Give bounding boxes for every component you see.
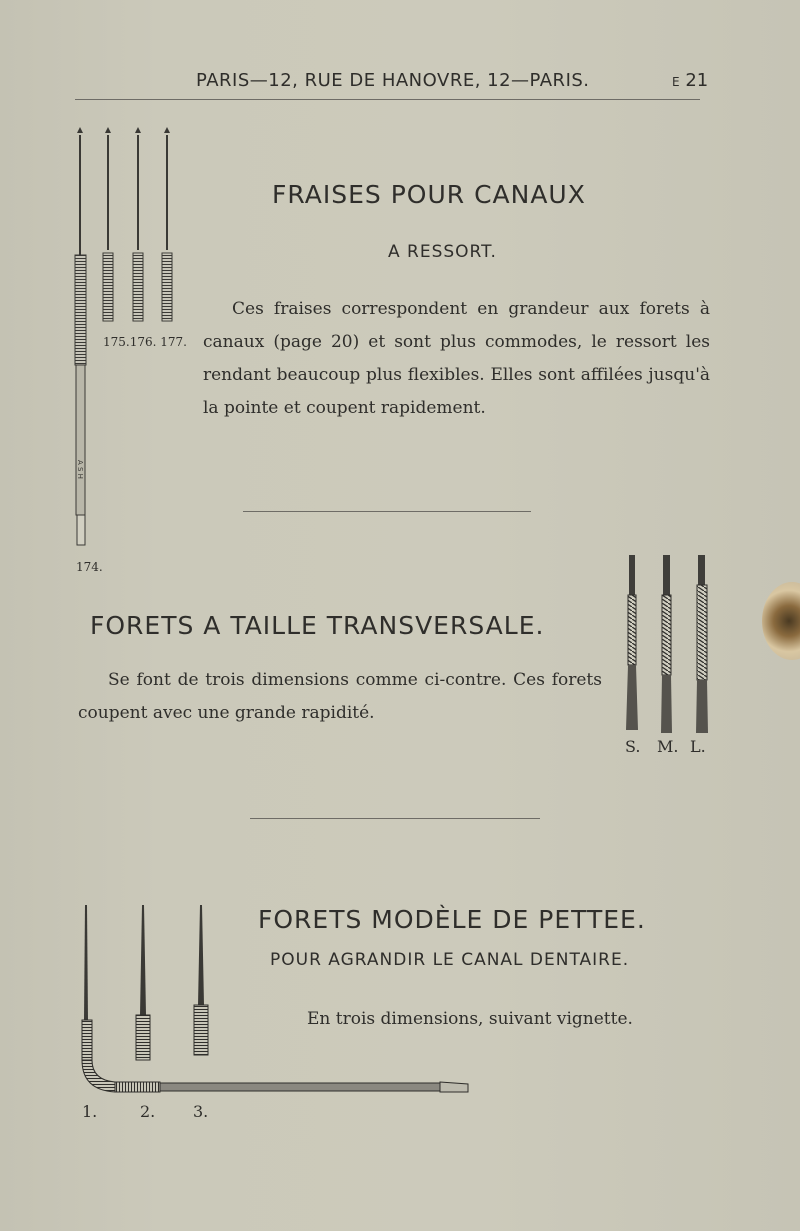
section-title-pettee: FORETS MODÈLE DE PETTEE. bbox=[258, 905, 646, 934]
paragraph-line-4: la pointe et coupent rapidement. bbox=[203, 398, 486, 418]
paragraph-line-3: rendant beaucoup plus flexibles. Elles sont affilées jusqu'à bbox=[203, 365, 710, 385]
size-label-s: S. bbox=[625, 737, 641, 756]
section2-paragraph-line-2: coupent avec une grande rapidité. bbox=[78, 703, 375, 723]
paragraph-line-2: canaux (page 20) et sont plus commodes, le ressort les bbox=[203, 332, 710, 352]
section-divider-2 bbox=[250, 818, 540, 819]
size-label-l: L. bbox=[690, 737, 706, 756]
section3-paragraph: En trois dimensions, suivant vignette. bbox=[307, 1009, 633, 1029]
page-number-value: 21 bbox=[685, 70, 709, 91]
transverse-drills-illustration bbox=[620, 555, 720, 740]
scan-edge-object bbox=[762, 582, 800, 660]
section2-paragraph-line-1: Se font de trois dimensions comme ci-contre. Ces forets bbox=[108, 670, 602, 690]
section-subtitle-ressort: A RESSORT. bbox=[388, 242, 497, 262]
figure-label-2: 2. bbox=[140, 1102, 156, 1121]
handle-engraving: A S H bbox=[76, 460, 84, 479]
running-header: PARIS—12, RUE DE HANOVRE, 12—PARIS. bbox=[196, 70, 590, 91]
page-number bbox=[672, 70, 708, 91]
section-title-forets-taille: FORETS A TAILLE TRANSVERSALE. bbox=[90, 611, 545, 640]
figure-caption-175-177: 175.176. 177. bbox=[103, 335, 187, 349]
figure-label-3: 3. bbox=[193, 1102, 209, 1121]
section-subtitle-pettee: POUR AGRANDIR LE CANAL DENTAIRE. bbox=[270, 950, 630, 970]
page-letter: E bbox=[672, 75, 680, 89]
header-rule bbox=[75, 99, 700, 100]
section-title-fraises: FRAISES POUR CANAUX bbox=[272, 180, 586, 209]
size-label-m: M. bbox=[657, 737, 679, 756]
section-divider-1 bbox=[243, 511, 531, 512]
figure-label-1: 1. bbox=[82, 1102, 98, 1121]
figure-caption-174: 174. bbox=[76, 560, 103, 574]
paragraph-line-1: Ces fraises correspondent en grandeur aux forets à bbox=[232, 299, 710, 319]
pettee-drills-illustration bbox=[70, 900, 480, 1105]
